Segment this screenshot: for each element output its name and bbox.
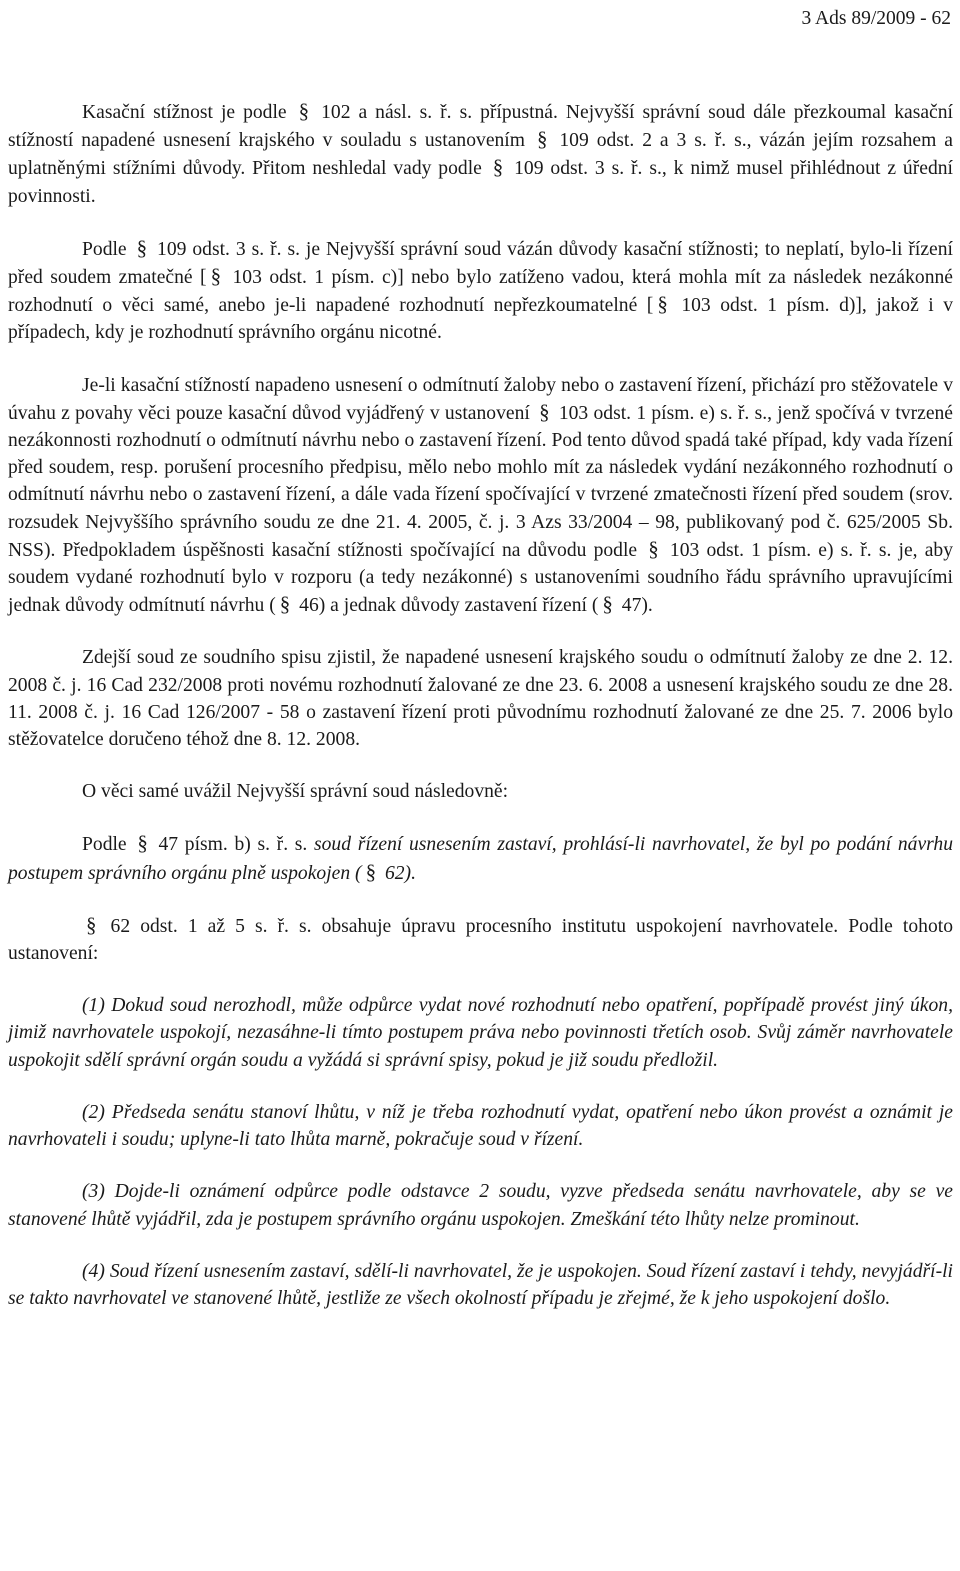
quote-subsection-3 [8,1178,953,1232]
paragraph-court-findings [8,644,953,753]
italic-text: (1) Dokud soud nerozhodl, může odpůrce vydat nové rozhodnutí nebo opatření, popřípadě provést jiný úkon, jimiž navrhovatele uspokojí, nezasáhne-li tímto postupem práva nebo povinnosti třetích osob. Svůj záměr navrhovatele uspokojit sdělí správní orgán soudu a vyžádá si správní spisy, pokud je již soudu předložil. [8,995,953,1071]
text-run: 103 odst. 1 písm. d)], jakož i v případech, kdy je rozhodnutí správního orgánu nicotné. [8,295,954,344]
section-sign: § [210,264,222,289]
text-run: Je-li kasační stížností napadeno usnesení o odmítnutí žaloby nebo o zastavení řízení, přichází pro stěžovatele v úvahu z povahy věci pouze kasační důvod vyjádřený v ustanovení [8,374,953,424]
section-sign: § [536,127,548,152]
italic-text: (2) Předseda senátu stanoví lhůtu, v níž je třeba rozhodnutí vydat, opatření nebo úkon provést a oznámit je navrhovateli i soudu; uplyne-li tato lhůta marně, pokračuje soud v řízení. [8,1101,953,1151]
section-sign: § [657,292,668,317]
text-run: 109 odst. 2 a 3 s. ř. s., vázán jejím rozsahem a uplatněnými stížními důvody. Přitom neshledal vady podle [8,130,953,180]
text-run: O věci samé uvážil Nejvyšší správní soud následovně: [82,781,509,803]
text-run: 103 odst. 1 písm. c)] nebo bylo zatíženo vadou, která mohla mít za následek nezákonné rozhodnutí o věci samé, anebo je-li napadené rozhodnutí nepřezkoumatelné [ [8,267,953,317]
paragraph-section-62 [8,912,953,967]
text-run: 109 odst. 3 s. ř. s., k nimž musel přihlédnout z úřední povinnosti. [8,158,953,207]
section-sign: § [86,912,97,937]
italic-text: soud řízení usnesením zastaví, prohlásí-li navrhovatel, že byl po podání návrhu postupem správního orgánu plně uspokojen ( [8,834,954,884]
section-sign: § [648,536,659,561]
text-run: 103 odst. 1 písm. e) s. ř. s., jenž spočívá v tvrzené nezákonnosti rozhodnutí o odmítnutí návrhu nebo o zastavení řízení. Pod tento důvod spadá také případ, kdy vada řízení před soudem, resp. porušení procesního předpisu, mělo nebo mohlo mít za následek vydání nezákonného rozhodnutí o odmítnutí návrhu nebo o zastavení řízení, a dále vada řízení spočívající v tvrzené zmatečnosti řízení před soudem (srov. rozsudek Nejvyššího správního soudu ze dne 21. 4. 2005, č. j. 3 Azs 33/2004 – 98, publikovaný pod č. 625/2005 Sb. NSS). Předpokladem úspěšnosti kasační stížnosti spočívající na důvodu podle [8,402,954,561]
text-run: Zdejší soud ze soudního spisu zjistil, že napadené usnesení krajského soudu o odmítnutí žaloby ze dne 2. 12. 2008 č. j. 16 Cad 232/2008 proti novému rozhodnutí žalované ze dne 23. 6. 2008 a usnesení krajského soudu ze dne 28. 11. 2008 č. j. 16 Cad 126/2007 - 58 o zastavení řízení proti původnímu rozhodnutí žalované ze dne 25. 7. 2006 bylo stěžovatelce doručeno téhož dne 8. 12. 2008. [8,647,953,751]
italic-text: (4) Soud řízení usnesením zastaví, sdělí-li navrhovatel, že je uspokojen. Soud řízení zastaví i tehdy, nevyjádří-li se takto navrhovatel ve stanovené lhůtě, jestliže ze všech okolností případu je zřejmé, že k jeho uspokojení došlo. [8,1260,953,1309]
text-run: Podle [82,834,134,856]
text-run: 103 odst. 1 písm. e) s. ř. s. je, aby soudem vydané rozhodnutí bylo v rozporu (a tedy nezákonné) s ustanoveními soudního řádu správního upravujícími jednak důvody odmítnutí návrhu ( [8,539,953,617]
text-run: 109 odst. 3 s. ř. s. je Nejvyšší správní soud vázán důvody kasační stížnosti; to neplatí, bylo-li řízení před soudem zmatečné [ [8,238,953,289]
italic-text: (3) Dojde-li oznámení odpůrce podle odstavce 2 soudu, vyzve předseda senátu navrhovatele, aby se ve stanovené lhůtě vyjádřil, zda je postupem správního orgánu uspokojen. Zmeškání této lhůty nelze prominout. [8,1181,953,1230]
text-run: 47). [616,595,653,617]
section-sign: § [539,399,550,424]
section-sign: § [137,831,148,856]
document-body [8,98,953,1312]
paragraph-binding-grounds [8,235,953,347]
quote-subsection-1 [8,992,953,1074]
section-sign: § [492,155,504,180]
italic-text: 62). [380,862,416,884]
quote-subsection-4 [8,1258,953,1312]
section-sign: § [298,99,310,123]
section-sign: § [365,859,377,884]
text-run: 46) a jednak důvody zastavení řízení ( [294,595,599,617]
text-run: 102 a násl. s. ř. s. přípustná. Nejvyšší správní soud dále přezkoumal kasační stížností napadené usnesení krajského v souladu s ustanovením [8,102,953,152]
text-run: 47 písm. b) s. ř. s. [151,834,314,856]
quote-subsection-2 [8,1099,953,1153]
text-run: Kasační stížnost je podle [82,102,295,123]
section-sign: § [279,592,291,617]
section-sign: § [136,235,148,260]
paragraph-section-47 [8,830,953,886]
page-reference-header: 3 Ads 89/2009 - 62 [801,8,951,29]
text-run: Podle [82,238,133,260]
paragraph-admissibility [8,98,953,210]
paragraph-merits-intro [8,778,953,805]
text-run: 62 odst. 1 až 5 s. ř. s. obsahuje úpravu procesního institutu uspokojení navrhovatele. Podle tohoto ustanovení: [8,915,953,965]
paragraph-cassation-ground [8,372,953,620]
section-sign: § [602,592,613,617]
